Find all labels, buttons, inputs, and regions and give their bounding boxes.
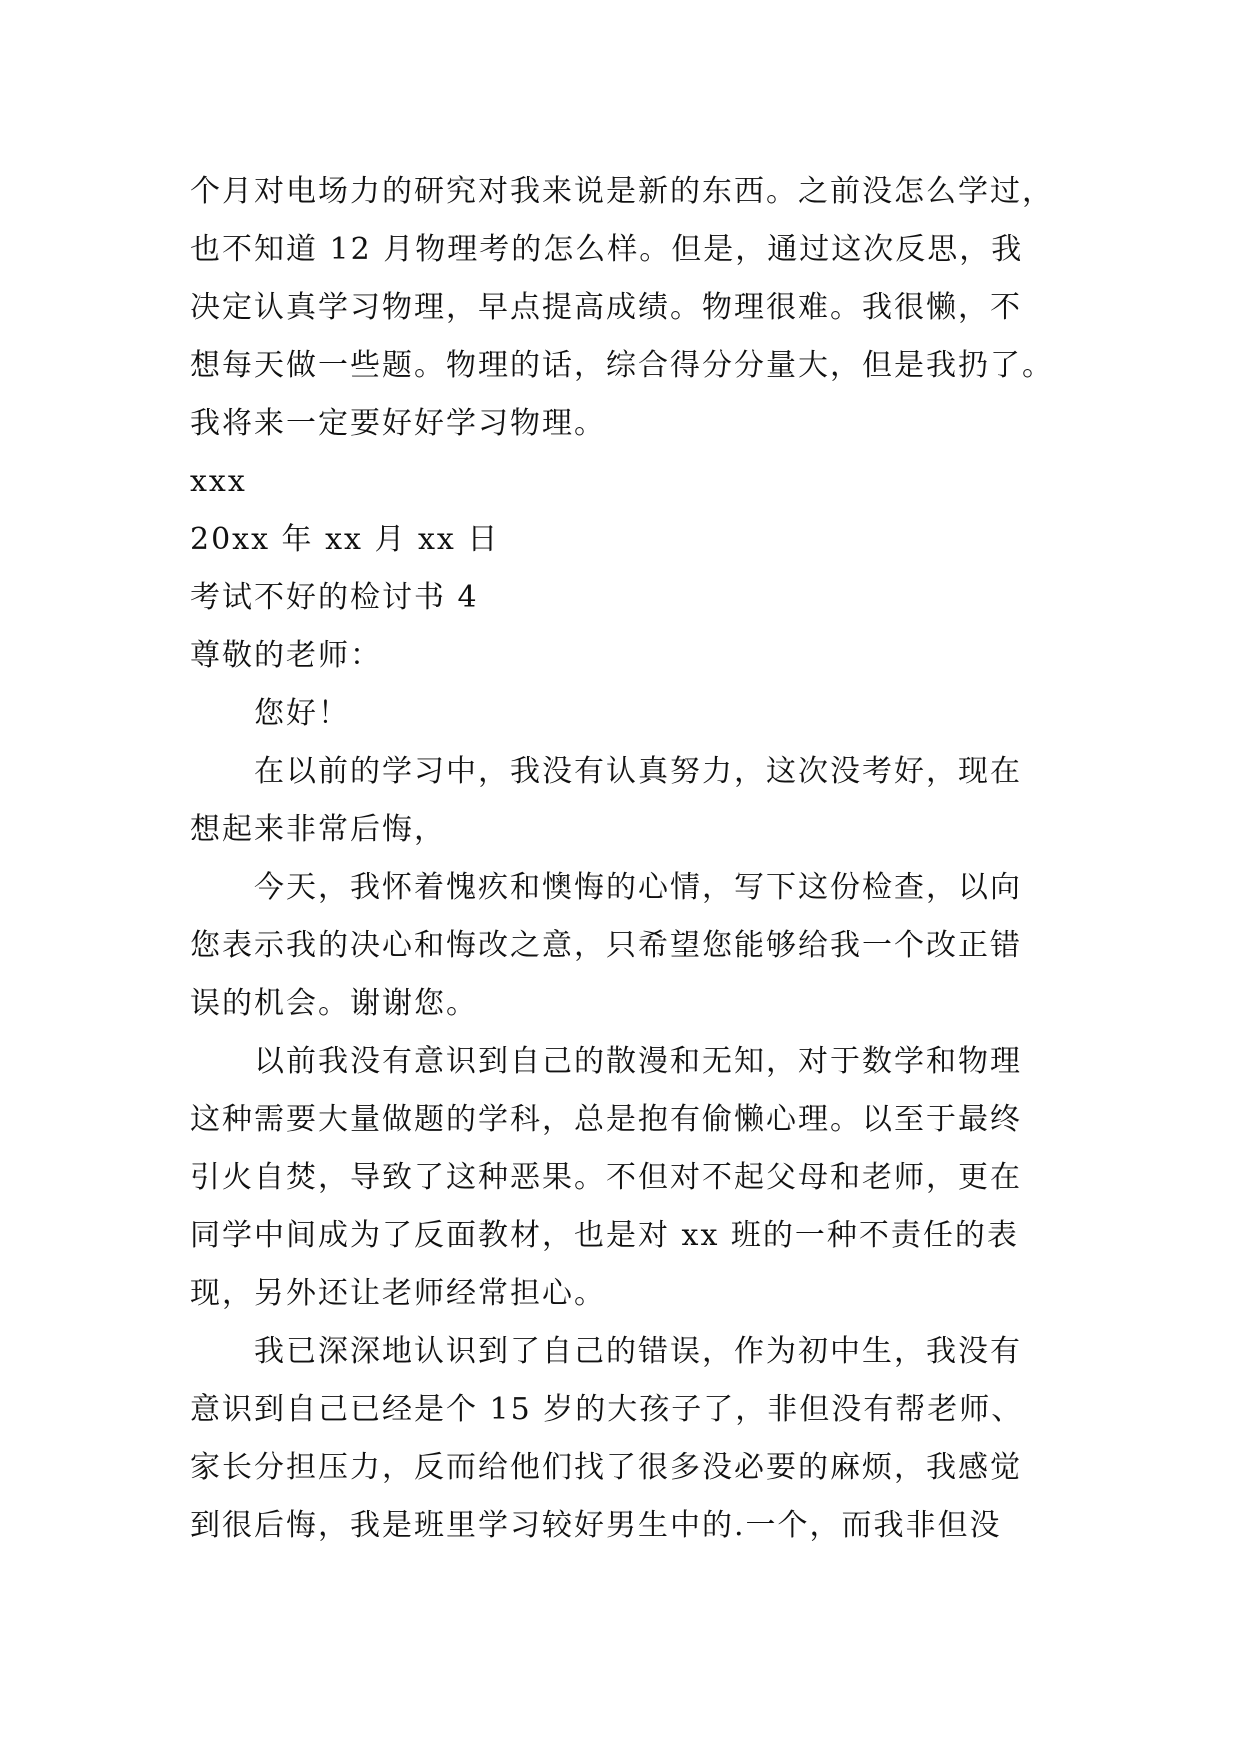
- text-line: 意识到自己已经是个 15 岁的大孩子了，非但没有帮老师、: [190, 1392, 1024, 1427]
- text-line: 同学中间成为了反面教材，也是对 xx 班的一种不责任的表: [190, 1218, 1019, 1253]
- text-line: 现，另外还让老师经常担心。: [190, 1276, 606, 1311]
- text-line: 在以前的学习中，我没有认真努力，这次没考好，现在: [254, 754, 1022, 789]
- text-line: 我已深深地认识到了自己的错误，作为初中生，我没有: [254, 1334, 1022, 1369]
- paragraph-2: [190, 859, 1070, 1033]
- text-line: 我将来一定要好好学习物理。: [190, 406, 606, 441]
- section-title: 考试不好的检讨书 4: [190, 580, 479, 615]
- date: 20xx 年 xx 月 xx 日: [190, 522, 500, 557]
- text-line: 家长分担压力，反而给他们找了很多没必要的麻烦，我感觉: [190, 1450, 1022, 1485]
- document-body: [190, 163, 1070, 1555]
- text-line: 到很后悔，我是班里学习较好男生中的.一个，而我非但没: [190, 1508, 1002, 1543]
- text-line: 误的机会。谢谢您。: [190, 986, 478, 1021]
- paragraph-1: [190, 743, 1070, 859]
- paragraph-4: [190, 1323, 1070, 1555]
- text-line: 想每天做一些题。物理的话，综合得分分量大，但是我扔了。: [190, 348, 1054, 383]
- text-line: 也不知道 12 月物理考的怎么样。但是，通过这次反思，我: [190, 232, 1024, 267]
- text-line: 今天，我怀着愧疚和懊悔的心情，写下这份检查，以向: [254, 870, 1022, 905]
- paragraph-3: [190, 1033, 1070, 1323]
- text-line: 决定认真学习物理，早点提高成绩。物理很难。我很懒，不: [190, 290, 1022, 325]
- salutation: 尊敬的老师：: [190, 638, 382, 673]
- greeting: 您好！: [254, 696, 350, 731]
- continuation-paragraph: [190, 163, 1070, 453]
- text-line: 以前我没有意识到自己的散漫和无知，对于数学和物理: [254, 1044, 1022, 1079]
- text-line: 这种需要大量做题的学科，总是抱有偷懒心理。以至于最终: [190, 1102, 1022, 1137]
- text-line: 您表示我的决心和悔改之意，只希望您能够给我一个改正错: [190, 928, 1022, 963]
- signature: xxx: [190, 464, 247, 499]
- text-line: 个月对电场力的研究对我来说是新的东西。之前没怎么学过，: [190, 174, 1054, 209]
- text-line: 想起来非常后悔，: [190, 812, 446, 847]
- text-line: 引火自焚，导致了这种恶果。不但对不起父母和老师，更在: [190, 1160, 1022, 1195]
